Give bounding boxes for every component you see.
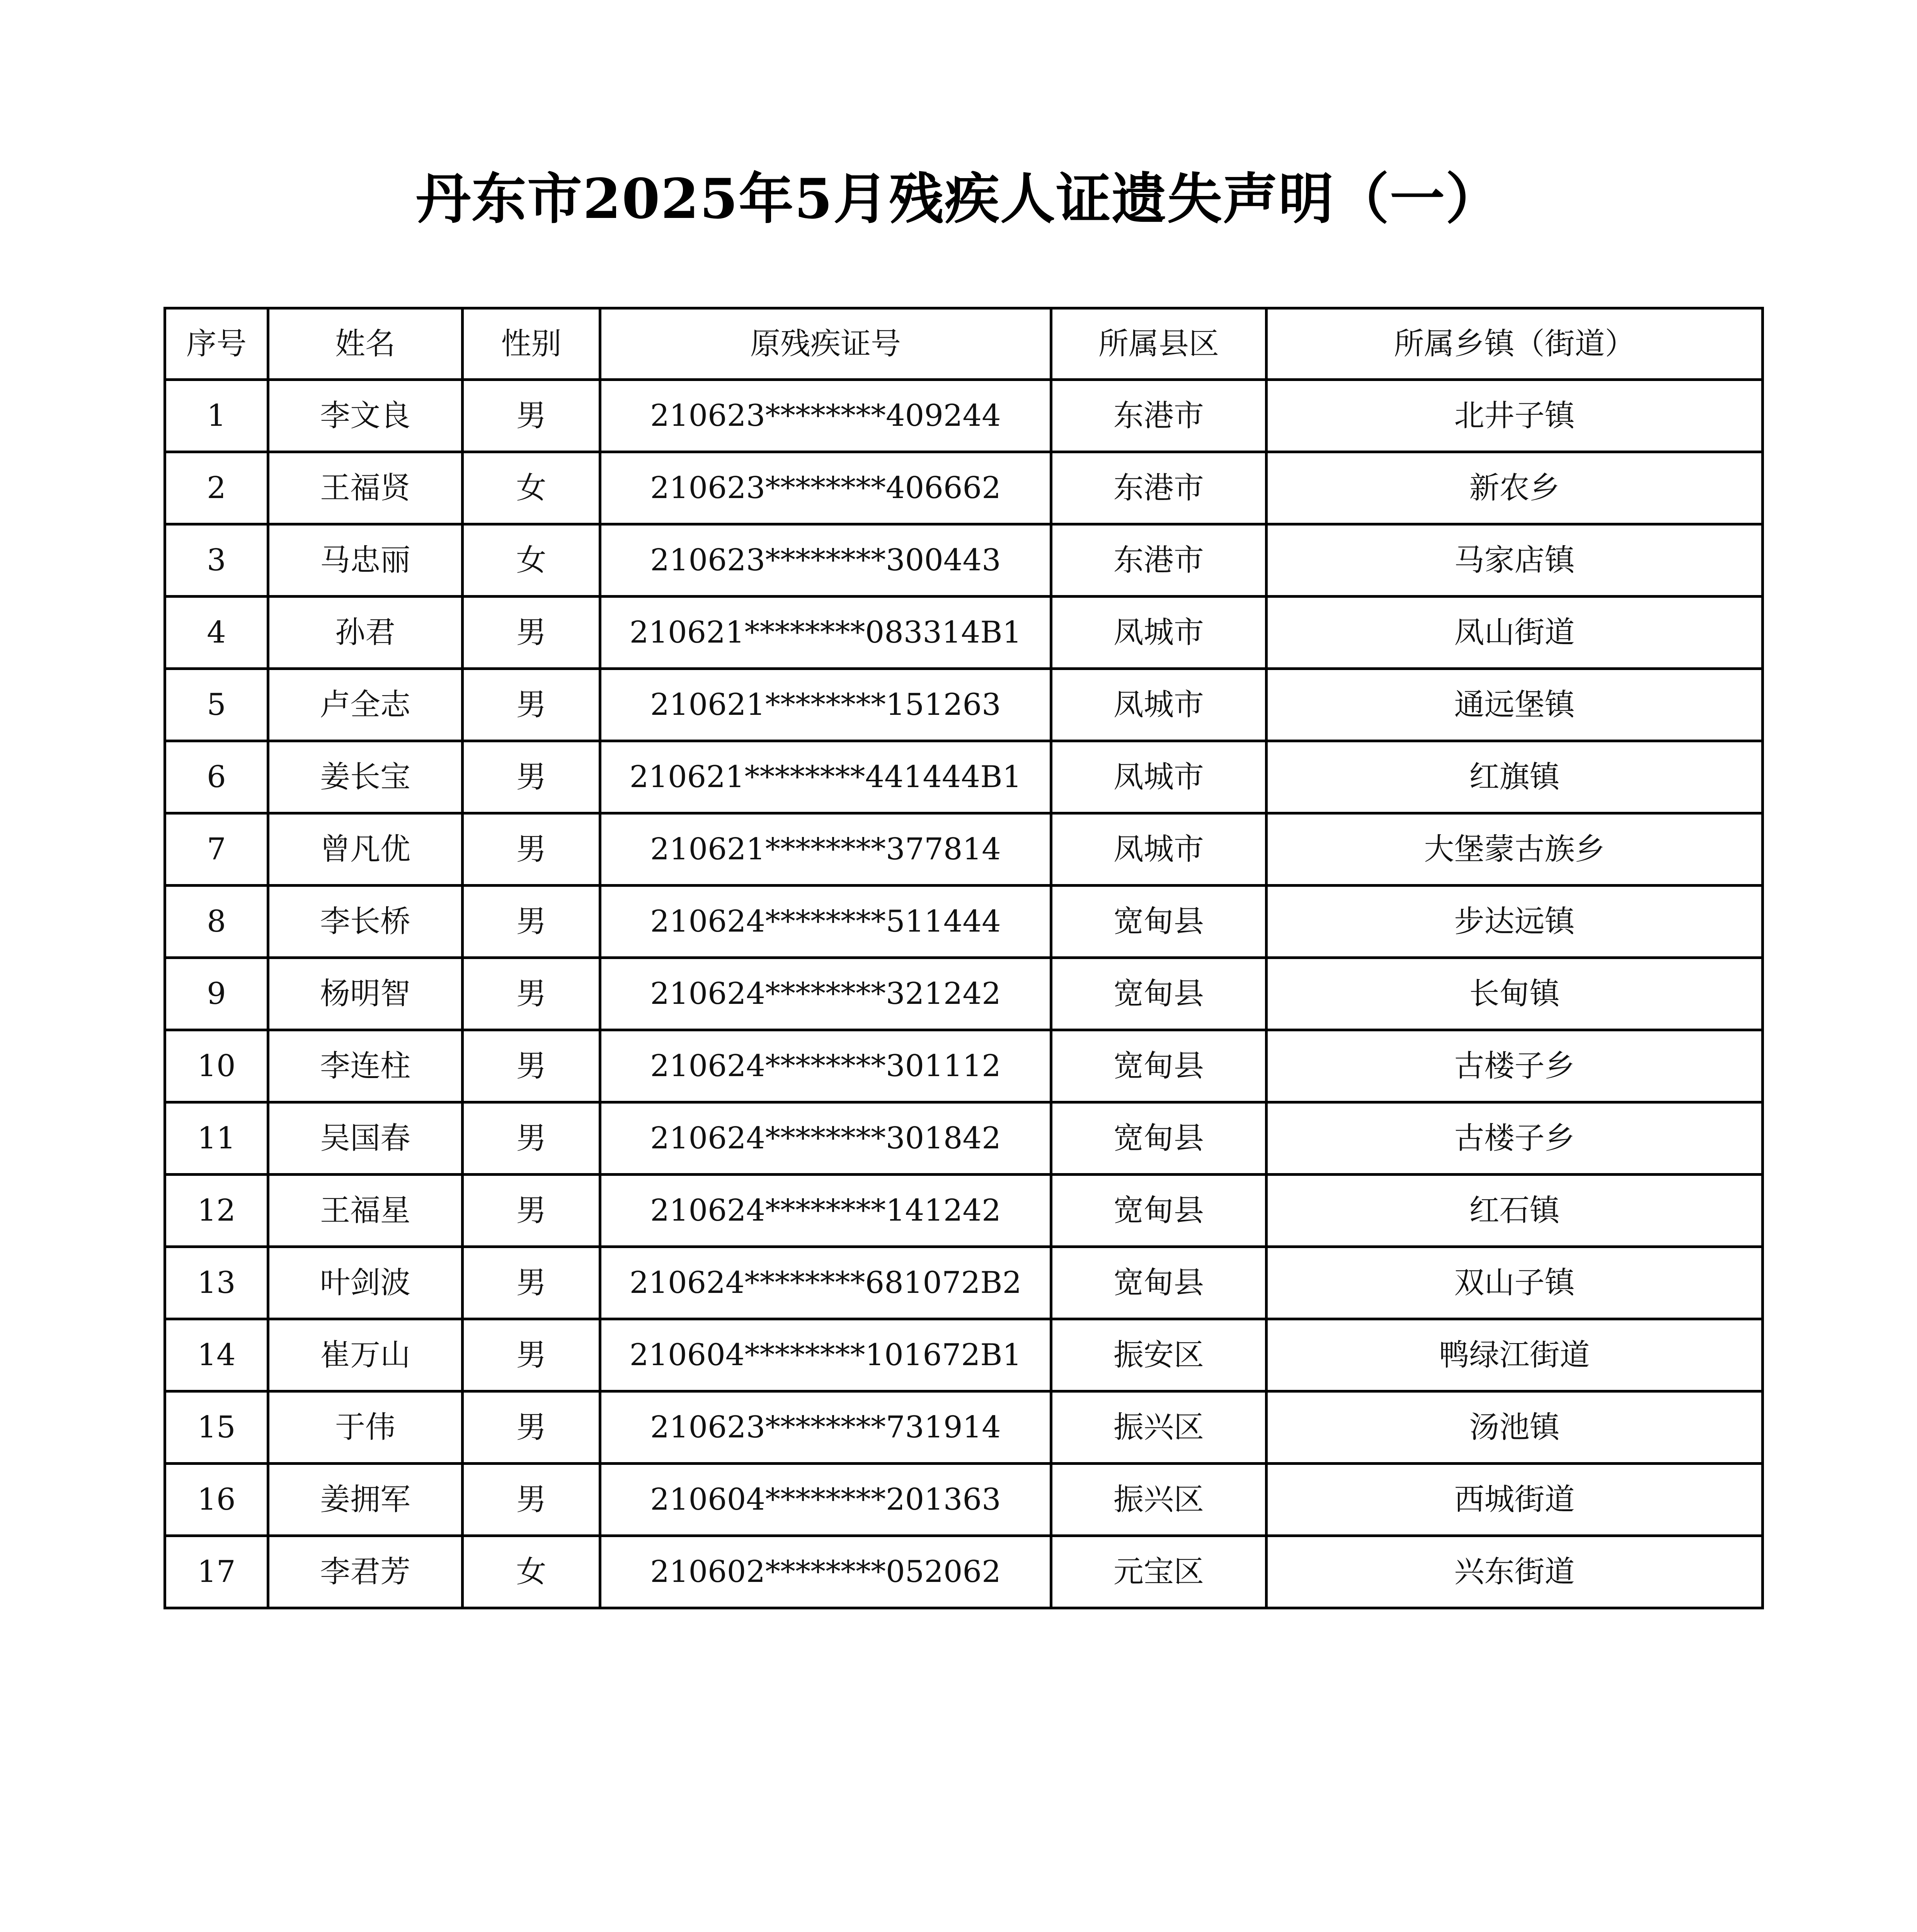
cell-town-street: 红旗镇	[1267, 741, 1763, 813]
cell-certificate-number: 210621********441444B1	[600, 741, 1051, 813]
cell-sex: 男	[463, 886, 600, 958]
cell-sex: 男	[463, 1464, 600, 1536]
cell-certificate-number: 210624********301842	[600, 1102, 1051, 1175]
cell-name: 李长桥	[268, 886, 463, 958]
cell-certificate-number: 210621********377814	[600, 813, 1051, 886]
cell-name: 李君芳	[268, 1536, 463, 1608]
cell-certificate-number: 210624********321242	[600, 958, 1051, 1030]
cell-serial-number: 8	[165, 886, 268, 958]
table-row	[165, 1175, 1763, 1247]
cell-serial-number: 9	[165, 958, 268, 1030]
cell-county-district: 振兴区	[1051, 1391, 1267, 1464]
cell-town-street: 鸭绿江街道	[1267, 1319, 1763, 1391]
cell-sex: 男	[463, 1030, 600, 1102]
cell-sex: 女	[463, 524, 600, 597]
cell-town-street: 大堡蒙古族乡	[1267, 813, 1763, 886]
table-body	[165, 380, 1763, 1608]
cell-name: 叶剑波	[268, 1247, 463, 1319]
cell-serial-number: 2	[165, 452, 268, 524]
cell-name: 卢全志	[268, 669, 463, 741]
cell-county-district: 振安区	[1051, 1319, 1267, 1391]
table-row	[165, 1536, 1763, 1608]
cell-sex: 男	[463, 1175, 600, 1247]
cell-certificate-number: 210624********511444	[600, 886, 1051, 958]
cell-town-street: 通远堡镇	[1267, 669, 1763, 741]
cell-certificate-number: 210624********301112	[600, 1030, 1051, 1102]
cell-sex: 男	[463, 669, 600, 741]
cell-sex: 男	[463, 813, 600, 886]
header-certificate-number: 原残疾证号	[600, 308, 1051, 380]
cell-sex: 女	[463, 1536, 600, 1608]
cell-name: 吴国春	[268, 1102, 463, 1175]
table-row	[165, 813, 1763, 886]
table-row	[165, 380, 1763, 452]
cell-certificate-number: 210624********681072B2	[600, 1247, 1051, 1319]
cell-name: 孙君	[268, 597, 463, 669]
header-serial-number: 序号	[165, 308, 268, 380]
cell-serial-number: 12	[165, 1175, 268, 1247]
cell-county-district: 凤城市	[1051, 669, 1267, 741]
cell-sex: 男	[463, 1247, 600, 1319]
table-row	[165, 524, 1763, 597]
table-row	[165, 886, 1763, 958]
cell-town-street: 古楼子乡	[1267, 1102, 1763, 1175]
cell-sex: 男	[463, 597, 600, 669]
header-name: 姓名	[268, 308, 463, 380]
table-row	[165, 669, 1763, 741]
cell-certificate-number: 210624********141242	[600, 1175, 1051, 1247]
cell-name: 王福星	[268, 1175, 463, 1247]
cell-town-street: 红石镇	[1267, 1175, 1763, 1247]
cell-certificate-number: 210604********101672B1	[600, 1319, 1051, 1391]
header-town-street: 所属乡镇（街道）	[1267, 308, 1763, 380]
cell-town-street: 长甸镇	[1267, 958, 1763, 1030]
cell-name: 李文良	[268, 380, 463, 452]
cell-county-district: 振兴区	[1051, 1464, 1267, 1536]
cell-serial-number: 11	[165, 1102, 268, 1175]
cell-serial-number: 3	[165, 524, 268, 597]
cell-certificate-number: 210623********300443	[600, 524, 1051, 597]
cell-county-district: 东港市	[1051, 524, 1267, 597]
table-row	[165, 452, 1763, 524]
cell-town-street: 凤山街道	[1267, 597, 1763, 669]
table-row	[165, 1247, 1763, 1319]
cell-serial-number: 17	[165, 1536, 268, 1608]
cell-town-street: 兴东街道	[1267, 1536, 1763, 1608]
cell-serial-number: 15	[165, 1391, 268, 1464]
cell-town-street: 古楼子乡	[1267, 1030, 1763, 1102]
cell-serial-number: 5	[165, 669, 268, 741]
cell-county-district: 宽甸县	[1051, 886, 1267, 958]
table-row	[165, 1030, 1763, 1102]
cell-serial-number: 13	[165, 1247, 268, 1319]
cell-serial-number: 10	[165, 1030, 268, 1102]
cell-certificate-number: 210602********052062	[600, 1536, 1051, 1608]
cell-serial-number: 16	[165, 1464, 268, 1536]
cell-sex: 男	[463, 1102, 600, 1175]
table-header	[165, 308, 1763, 380]
cell-name: 曾凡优	[268, 813, 463, 886]
cell-name: 崔万山	[268, 1319, 463, 1391]
cell-certificate-number: 210621********151263	[600, 669, 1051, 741]
cell-town-street: 双山子镇	[1267, 1247, 1763, 1319]
table-row	[165, 1319, 1763, 1391]
cell-name: 于伟	[268, 1391, 463, 1464]
cell-county-district: 宽甸县	[1051, 1030, 1267, 1102]
cell-serial-number: 4	[165, 597, 268, 669]
cell-serial-number: 7	[165, 813, 268, 886]
table-row	[165, 1464, 1763, 1536]
cell-town-street: 马家店镇	[1267, 524, 1763, 597]
cell-county-district: 凤城市	[1051, 813, 1267, 886]
cell-name: 姜拥军	[268, 1464, 463, 1536]
table-row	[165, 1102, 1763, 1175]
table-header-row	[165, 308, 1763, 380]
table-row	[165, 597, 1763, 669]
cell-certificate-number: 210623********409244	[600, 380, 1051, 452]
cell-certificate-number: 210623********731914	[600, 1391, 1051, 1464]
header-county-district: 所属县区	[1051, 308, 1267, 380]
cell-sex: 男	[463, 1319, 600, 1391]
cell-name: 王福贤	[268, 452, 463, 524]
cell-name: 姜长宝	[268, 741, 463, 813]
header-sex: 性别	[463, 308, 600, 380]
cell-certificate-number: 210621********083314B1	[600, 597, 1051, 669]
cell-county-district: 东港市	[1051, 380, 1267, 452]
cell-sex: 男	[463, 958, 600, 1030]
cell-serial-number: 1	[165, 380, 268, 452]
cell-sex: 男	[463, 741, 600, 813]
cell-sex: 男	[463, 380, 600, 452]
cell-serial-number: 14	[165, 1319, 268, 1391]
cell-town-street: 西城街道	[1267, 1464, 1763, 1536]
cell-county-district: 凤城市	[1051, 741, 1267, 813]
cell-county-district: 宽甸县	[1051, 958, 1267, 1030]
cell-county-district: 宽甸县	[1051, 1102, 1267, 1175]
table-row	[165, 958, 1763, 1030]
cell-town-street: 步达远镇	[1267, 886, 1763, 958]
cell-certificate-number: 210623********406662	[600, 452, 1051, 524]
lost-certificate-table	[163, 307, 1764, 1609]
cell-name: 杨明智	[268, 958, 463, 1030]
cell-county-district: 宽甸县	[1051, 1175, 1267, 1247]
page-title: 丹东市2025年5月残疾人证遗失声明（一）	[415, 167, 1502, 231]
cell-town-street: 新农乡	[1267, 452, 1763, 524]
cell-sex: 男	[463, 1391, 600, 1464]
table-row	[165, 1391, 1763, 1464]
cell-county-district: 凤城市	[1051, 597, 1267, 669]
cell-county-district: 元宝区	[1051, 1536, 1267, 1608]
table-row	[165, 741, 1763, 813]
cell-name: 李连柱	[268, 1030, 463, 1102]
cell-town-street: 北井子镇	[1267, 380, 1763, 452]
cell-certificate-number: 210604********201363	[600, 1464, 1051, 1536]
cell-serial-number: 6	[165, 741, 268, 813]
cell-name: 马忠丽	[268, 524, 463, 597]
cell-county-district: 宽甸县	[1051, 1247, 1267, 1319]
cell-sex: 女	[463, 452, 600, 524]
cell-town-street: 汤池镇	[1267, 1391, 1763, 1464]
cell-county-district: 东港市	[1051, 452, 1267, 524]
